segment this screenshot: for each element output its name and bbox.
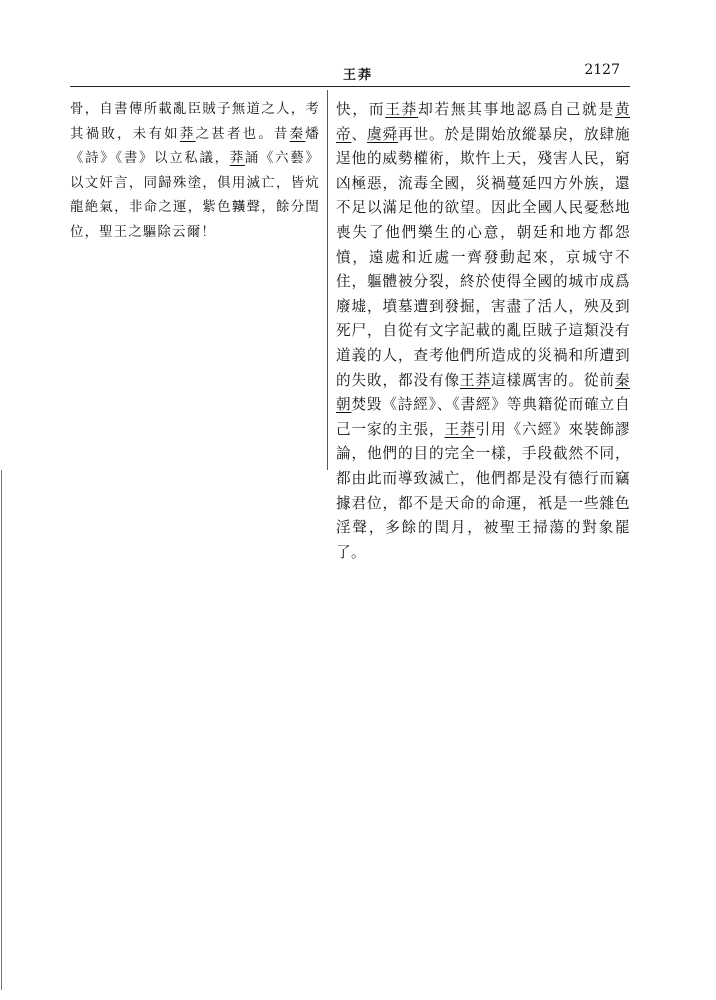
running-header-title: 王莽	[342, 68, 373, 83]
text-segment: 焚毀《詩經》、《書經》等典籍從而確立自己一家的主張，	[336, 396, 630, 438]
text-segment: 誦《六藝》以文奸言，同歸殊塗，俱用滅亡，皆炕龍絶氣，非命之運，紫色𪏆聲，餘分閏位，聖王之驅除云爾！	[70, 151, 321, 240]
page-edge-line	[1, 470, 2, 990]
text-segment: 燔《詩》《書》以立私議，	[70, 126, 321, 166]
proper-name-huangdi: 黄帝	[336, 101, 630, 143]
proper-name-qin-dynasty: 秦朝	[336, 371, 630, 414]
text-segment: 再世。於是開始放縱暴戾，放肆施逞他的威勢權術，欺忤上天，殘害人民，窮凶極惡，流毒全國，災禍蔓延四方外族，還不足以滿足他的欲望。因此全國人民憂愁地喪失了他們樂生的心意，朝廷和地方都怨憤，遠處和近處一齊發動起來，京城守不住，軀體被分裂，終於使得全國的城市成爲廢墟，墳墓遭到發掘，害盡了活人，殃及到死尸，自從有文字記載的亂臣賊子這類没有道義的人，查考他們所造成的災禍和所遭到的失敗，都没有像	[336, 125, 630, 389]
text-segment: 、	[351, 125, 367, 143]
column-divider	[327, 90, 328, 470]
text-segment: 之甚者也。昔	[195, 126, 290, 142]
translation-text-column	[336, 98, 630, 565]
page-number: 2127	[584, 62, 620, 78]
proper-name-yu-shun: 虞舜	[367, 125, 398, 143]
text-segment: 快，而	[336, 101, 386, 118]
header-rule	[70, 86, 630, 87]
proper-name-wang-mang: 莽	[179, 126, 196, 142]
proper-name-wang-mang: 王莽	[385, 101, 419, 118]
proper-name-wang-mang: 莽	[229, 151, 245, 166]
proper-name-qin: 秦	[289, 126, 306, 142]
text-segment: 引用《六經》來裝飾謬論，他們的目的完全一樣，手段截然不同，都由此而導致滅亡，他們都是没有德行而竊據君位，都不是天命的命運，衹是一些雜色淫聲，多餘的閏月，被聖王掃蕩的對象罷了。	[336, 420, 630, 561]
text-segment: 骨，自書傳所載亂臣賊子無道之人，考其禍敗，未有如	[70, 102, 320, 142]
text-segment: 這樣厲害的。從前	[491, 371, 615, 389]
text-segment: 却若無其事地認爲自己就是	[418, 101, 615, 118]
proper-name-wang-mang: 王莽	[460, 371, 491, 389]
classical-text-column	[70, 98, 320, 245]
proper-name-wang-mang: 王莽	[444, 420, 476, 438]
